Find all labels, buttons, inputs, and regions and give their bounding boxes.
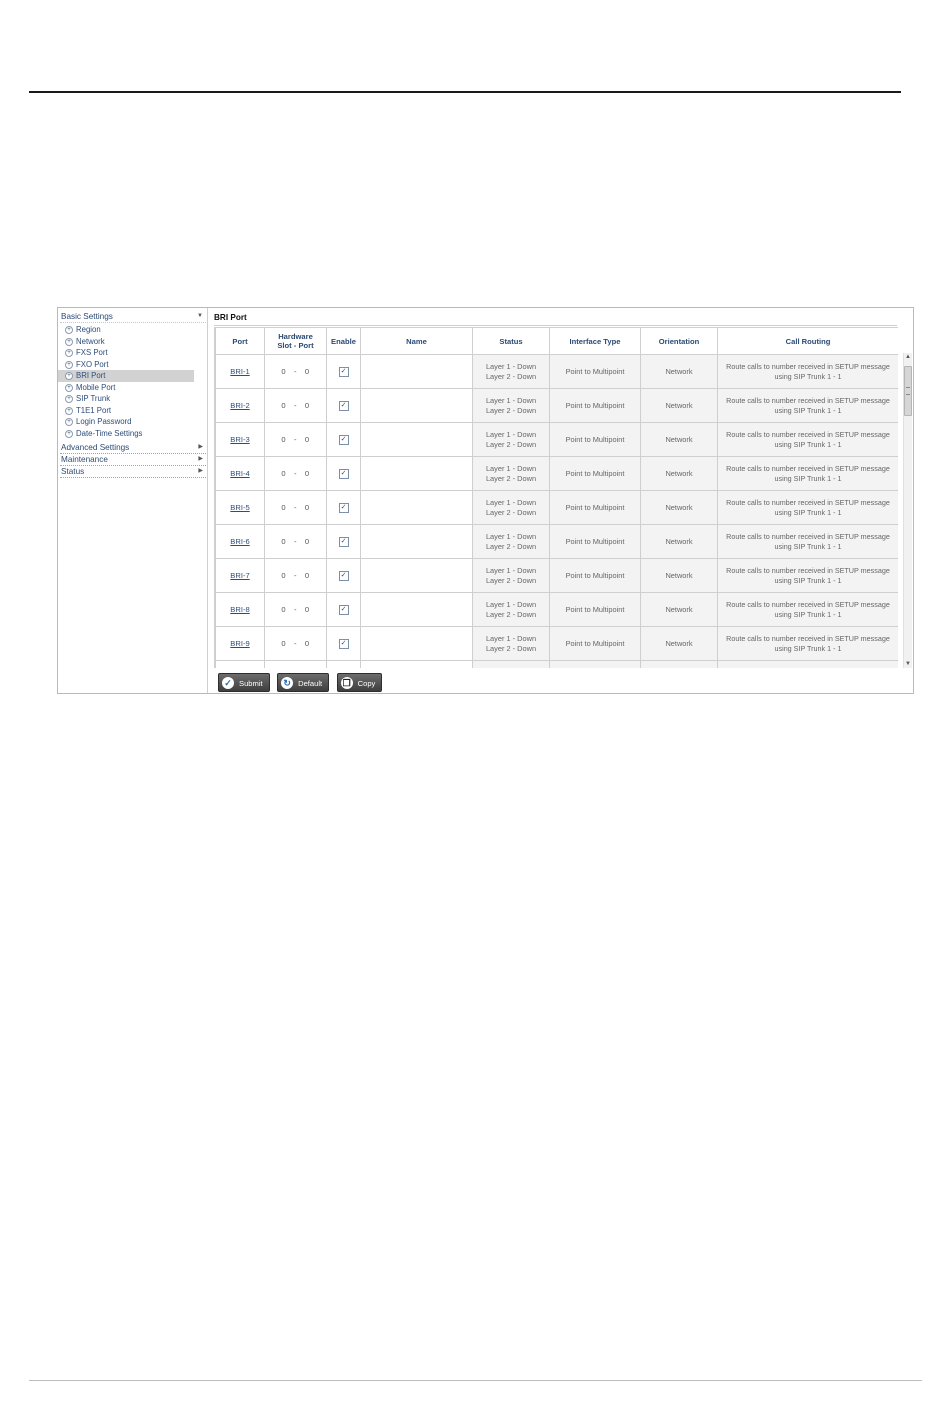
cell-hardware <box>265 525 327 559</box>
cell-name <box>361 593 473 627</box>
sidebar-item-bri-port[interactable] <box>58 370 194 382</box>
cell-interface-type <box>550 389 641 423</box>
sidebar-section-label: Basic Settings <box>61 312 113 321</box>
sidebar-item-fxo-port[interactable] <box>58 359 194 371</box>
status-layer2: Layer 2 - Down <box>485 439 537 449</box>
status-layer1: Layer 1 - Down <box>485 634 537 643</box>
slot-separator: - <box>293 502 298 512</box>
sidebar-item-date-time-settings[interactable] <box>58 428 194 440</box>
call-routing-line1: Route calls to number received in SETUP message <box>726 362 890 371</box>
call-routing-line2: using SIP Trunk 1 - 1 <box>774 371 842 381</box>
sidebar-item-label: BRI Port <box>76 371 106 380</box>
cell-status <box>473 593 550 627</box>
status-layer2: Layer 2 - Down <box>485 609 537 619</box>
cell-port <box>216 355 265 389</box>
sidebar-section-advanced-settings[interactable] <box>60 442 206 454</box>
cell-enable <box>327 355 361 389</box>
cell-orientation <box>641 491 718 525</box>
checkmark-icon: ✓ <box>222 677 234 689</box>
table-body <box>216 355 899 669</box>
grip-icon <box>906 387 910 395</box>
status-layer1: Layer 1 - Down <box>485 566 537 575</box>
slot-number: 0 <box>281 468 287 478</box>
cell-name <box>361 525 473 559</box>
status-layer2: Layer 2 - Down <box>485 405 537 415</box>
cell-hardware <box>265 593 327 627</box>
table-scrollbar[interactable] <box>903 353 912 668</box>
orientation-value: Network <box>665 604 693 614</box>
orientation-value: Network <box>665 400 693 410</box>
page-title: BRI Port <box>214 312 897 326</box>
cell-name <box>361 355 473 389</box>
status-layer1: Layer 1 - Down <box>485 498 537 507</box>
slot-separator: - <box>293 570 298 580</box>
expand-plus-icon[interactable]: + <box>65 326 73 334</box>
port-link[interactable]: BRI-5 <box>230 502 250 512</box>
sidebar-item-label: T1E1 Port <box>76 405 112 415</box>
cell-port <box>216 559 265 593</box>
sidebar-item-label: Region <box>76 325 101 334</box>
cell-port <box>216 389 265 423</box>
app-window <box>57 307 914 694</box>
sidebar-item-label: SIP Trunk <box>76 394 111 403</box>
expand-plus-icon[interactable]: + <box>65 361 73 369</box>
status-layer2: Layer 2 - Down <box>485 371 537 381</box>
expand-plus-icon[interactable]: + <box>65 349 73 357</box>
sidebar-item-label: FXO Port <box>76 359 109 369</box>
col-header-enable: Enable <box>327 328 361 355</box>
empty-cell <box>327 661 361 669</box>
cell-call-routing <box>718 457 899 491</box>
cell-hardware <box>265 457 327 491</box>
cell-enable <box>327 525 361 559</box>
chevron-down-icon: ▼ <box>197 313 203 319</box>
cell-name <box>361 457 473 491</box>
cell-status <box>473 389 550 423</box>
col-header-port: Port <box>216 328 265 355</box>
port-link[interactable]: BRI-8 <box>230 604 250 614</box>
call-routing-line1: Route calls to number received in SETUP message <box>726 498 890 507</box>
col-header-orientation: Orientation <box>641 328 718 355</box>
cell-port <box>216 593 265 627</box>
sidebar-section-status[interactable] <box>60 466 206 478</box>
copy-button-label: Copy <box>357 679 376 688</box>
cell-interface-type <box>550 491 641 525</box>
default-button-label: Default <box>298 679 323 688</box>
slot-separator: - <box>293 434 298 444</box>
empty-cell <box>550 661 641 669</box>
cell-status <box>473 525 550 559</box>
sidebar <box>58 308 208 693</box>
cell-interface-type <box>550 525 641 559</box>
empty-cell <box>473 661 550 669</box>
port-link[interactable]: BRI-3 <box>230 434 250 444</box>
cell-port <box>216 491 265 525</box>
status-layer1: Layer 1 - Down <box>485 396 537 405</box>
orientation-value: Network <box>665 570 693 580</box>
table-row <box>216 355 899 389</box>
cell-status <box>473 355 550 389</box>
slot-number: 0 <box>281 366 287 376</box>
cell-call-routing <box>718 559 899 593</box>
slot-number: 0 <box>281 400 287 410</box>
cell-hardware <box>265 389 327 423</box>
cell-orientation <box>641 525 718 559</box>
empty-cell <box>216 661 265 669</box>
interface-type-value: Point to Multipoint <box>565 366 625 376</box>
table-row <box>216 491 899 525</box>
port-link[interactable]: BRI-9 <box>230 638 250 648</box>
call-routing-line1: Route calls to number received in SETUP message <box>726 396 890 405</box>
orientation-value: Network <box>665 638 693 648</box>
expand-plus-icon[interactable]: + <box>65 384 73 392</box>
action-buttons <box>218 673 385 693</box>
scroll-up-arrow-icon[interactable]: ▲ <box>905 354 911 360</box>
call-routing-line2: using SIP Trunk 1 - 1 <box>774 609 842 619</box>
cell-call-routing <box>718 389 899 423</box>
orientation-value: Network <box>665 434 693 444</box>
hardware-slot-port <box>281 639 309 648</box>
call-routing-line2: using SIP Trunk 1 - 1 <box>774 575 842 585</box>
table-header-row <box>216 328 899 355</box>
port-link[interactable]: BRI-6 <box>230 536 250 546</box>
slot-separator: - <box>293 400 298 410</box>
interface-type-value: Point to Multipoint <box>565 502 625 512</box>
table-row <box>216 389 899 423</box>
status-layer2: Layer 2 - Down <box>485 507 537 517</box>
call-routing-line1: Route calls to number received in SETUP message <box>726 566 890 575</box>
cell-orientation <box>641 593 718 627</box>
cell-status <box>473 491 550 525</box>
call-routing-line2: using SIP Trunk 1 - 1 <box>774 541 842 551</box>
col-header-interface-type: Interface Type <box>550 328 641 355</box>
slot-separator: - <box>293 468 298 478</box>
port-number: 0 <box>304 502 310 512</box>
cell-name <box>361 491 473 525</box>
cell-enable <box>327 593 361 627</box>
sidebar-item-fxs-port[interactable] <box>58 347 194 359</box>
hardware-slot-port <box>281 537 309 546</box>
sidebar-item-t1e1-port[interactable] <box>58 405 194 417</box>
call-routing-line1: Route calls to number received in SETUP message <box>726 430 890 439</box>
cell-status <box>473 423 550 457</box>
col-header-call-routing: Call Routing <box>718 328 899 355</box>
sidebar-item-label: Date-Time Settings <box>76 428 143 438</box>
empty-cell <box>361 661 473 669</box>
port-link[interactable]: BRI-2 <box>230 400 250 410</box>
cell-interface-type <box>550 559 641 593</box>
slot-number: 0 <box>281 536 287 546</box>
cell-name <box>361 559 473 593</box>
slot-number: 0 <box>281 638 287 648</box>
hardware-slot-port <box>281 503 309 512</box>
cell-orientation <box>641 423 718 457</box>
page-bottom-rule <box>29 1380 922 1381</box>
call-routing-line1: Route calls to number received in SETUP message <box>726 600 890 609</box>
copy-icon: ❐ <box>342 678 351 688</box>
interface-type-value: Point to Multipoint <box>565 604 625 614</box>
cell-hardware <box>265 627 327 661</box>
enable-checkbox[interactable]: ✓ <box>339 571 349 581</box>
slot-number: 0 <box>281 502 287 512</box>
cell-port <box>216 525 265 559</box>
sidebar-item-label: Login Password <box>76 417 132 426</box>
table-row-partial <box>216 661 899 669</box>
cell-call-routing <box>718 423 899 457</box>
enable-checkbox[interactable]: ✓ <box>339 469 349 479</box>
sidebar-section-label: Status <box>61 467 85 476</box>
col-header-hardware-line2: Slot - Port <box>277 341 314 350</box>
col-header-name: Name <box>361 328 473 355</box>
hardware-slot-port <box>281 435 309 444</box>
cell-orientation <box>641 355 718 389</box>
cell-name <box>361 389 473 423</box>
cell-enable <box>327 423 361 457</box>
enable-checkbox[interactable]: ✓ <box>339 401 349 411</box>
port-number: 0 <box>304 638 310 648</box>
slot-separator: - <box>293 638 298 648</box>
port-link[interactable]: BRI-7 <box>230 570 250 580</box>
call-routing-line2: using SIP Trunk 1 - 1 <box>774 473 842 483</box>
submit-button-label: Submit <box>239 679 263 688</box>
expand-plus-icon[interactable]: + <box>65 372 73 380</box>
port-number: 0 <box>304 366 310 376</box>
call-routing-line1: Route calls to number received in SETUP message <box>726 532 890 541</box>
status-layer2: Layer 2 - Down <box>485 643 537 653</box>
cell-call-routing <box>718 525 899 559</box>
interface-type-value: Point to Multipoint <box>565 638 625 648</box>
call-routing-line1: Route calls to number received in SETUP message <box>726 634 890 643</box>
cell-status <box>473 559 550 593</box>
call-routing-line2: using SIP Trunk 1 - 1 <box>774 643 842 653</box>
sidebar-section-maintenance[interactable] <box>60 454 206 466</box>
cell-enable <box>327 457 361 491</box>
cell-interface-type <box>550 423 641 457</box>
port-number: 0 <box>304 468 310 478</box>
expand-plus-icon[interactable]: + <box>65 430 73 438</box>
cell-enable <box>327 491 361 525</box>
cell-port <box>216 423 265 457</box>
scrollbar-thumb[interactable] <box>904 366 912 416</box>
cell-enable <box>327 389 361 423</box>
cell-name <box>361 423 473 457</box>
expand-plus-icon[interactable]: + <box>65 418 73 426</box>
cell-hardware <box>265 355 327 389</box>
call-routing-line2: using SIP Trunk 1 - 1 <box>774 405 842 415</box>
scroll-down-arrow-icon[interactable]: ▼ <box>905 661 911 667</box>
interface-type-value: Point to Multipoint <box>565 536 625 546</box>
cell-name <box>361 627 473 661</box>
port-number: 0 <box>304 400 310 410</box>
submit-button[interactable] <box>218 673 270 692</box>
table-viewport <box>214 327 898 668</box>
sidebar-item-login-password[interactable] <box>58 416 194 428</box>
empty-cell <box>265 661 327 669</box>
status-layer2: Layer 2 - Down <box>485 575 537 585</box>
enable-checkbox[interactable]: ✓ <box>339 605 349 615</box>
slot-number: 0 <box>281 570 287 580</box>
sidebar-section-label: Maintenance <box>61 455 108 464</box>
cell-port <box>216 627 265 661</box>
cell-status <box>473 627 550 661</box>
sidebar-item-label: Network <box>76 336 105 346</box>
cell-call-routing <box>718 491 899 525</box>
status-layer2: Layer 2 - Down <box>485 473 537 483</box>
cell-interface-type <box>550 593 641 627</box>
status-layer1: Layer 1 - Down <box>485 600 537 609</box>
orientation-value: Network <box>665 468 693 478</box>
sidebar-item-label: Mobile Port <box>76 382 116 392</box>
slot-separator: - <box>293 366 298 376</box>
interface-type-value: Point to Multipoint <box>565 434 625 444</box>
cell-enable <box>327 627 361 661</box>
cell-orientation <box>641 627 718 661</box>
cell-orientation <box>641 457 718 491</box>
cell-hardware <box>265 559 327 593</box>
interface-type-value: Point to Multipoint <box>565 400 625 410</box>
enable-checkbox[interactable]: ✓ <box>339 435 349 445</box>
orientation-value: Network <box>665 536 693 546</box>
interface-type-value: Point to Multipoint <box>565 468 625 478</box>
slot-separator: - <box>293 536 298 546</box>
sidebar-section-label: Advanced Settings <box>61 443 130 452</box>
hardware-slot-port <box>281 571 309 580</box>
hardware-slot-port <box>281 401 309 410</box>
call-routing-line2: using SIP Trunk 1 - 1 <box>774 507 842 517</box>
table-row <box>216 559 899 593</box>
cell-status <box>473 457 550 491</box>
cell-orientation <box>641 389 718 423</box>
port-link[interactable]: BRI-1 <box>230 366 250 376</box>
cell-interface-type <box>550 627 641 661</box>
sidebar-item-region[interactable] <box>58 324 194 336</box>
orientation-value: Network <box>665 366 693 376</box>
table-row <box>216 593 899 627</box>
status-layer1: Layer 1 - Down <box>485 430 537 439</box>
empty-cell <box>641 661 718 669</box>
page-top-rule <box>29 91 901 93</box>
sidebar-section-basic-settings[interactable] <box>60 311 206 323</box>
copy-button[interactable] <box>337 673 383 692</box>
chevron-right-icon: ▶ <box>198 444 203 450</box>
col-header-hardware-line1: Hardware <box>278 332 313 341</box>
port-link[interactable]: BRI-4 <box>230 468 250 478</box>
enable-checkbox[interactable]: ✓ <box>339 537 349 547</box>
default-button[interactable] <box>277 673 329 692</box>
cell-enable <box>327 559 361 593</box>
col-header-status: Status <box>473 328 550 355</box>
enable-checkbox[interactable]: ✓ <box>339 639 349 649</box>
expand-plus-icon[interactable]: + <box>65 407 73 415</box>
hardware-slot-port <box>281 367 309 376</box>
expand-plus-icon[interactable]: + <box>65 338 73 346</box>
cell-hardware <box>265 491 327 525</box>
chevron-right-icon: ▶ <box>198 468 203 474</box>
refresh-icon: ↻ <box>281 677 293 689</box>
sidebar-item-mobile-port[interactable] <box>58 382 194 394</box>
cell-call-routing <box>718 355 899 389</box>
status-layer1: Layer 1 - Down <box>485 464 537 473</box>
enable-checkbox[interactable]: ✓ <box>339 503 349 513</box>
slot-number: 0 <box>281 604 287 614</box>
empty-cell <box>718 661 899 669</box>
table-row <box>216 525 899 559</box>
port-number: 0 <box>304 604 310 614</box>
hardware-slot-port <box>281 605 309 614</box>
slot-number: 0 <box>281 434 287 444</box>
bri-port-table <box>215 327 898 668</box>
status-layer2: Layer 2 - Down <box>485 541 537 551</box>
sidebar-nav-list <box>58 324 207 439</box>
status-layer1: Layer 1 - Down <box>485 362 537 371</box>
sidebar-item-label: FXS Port <box>76 348 108 357</box>
table-row <box>216 627 899 661</box>
port-number: 0 <box>304 536 310 546</box>
chevron-right-icon: ▶ <box>198 456 203 462</box>
cell-orientation <box>641 559 718 593</box>
slot-separator: - <box>293 604 298 614</box>
col-header-hardware <box>265 328 327 355</box>
table-row <box>216 423 899 457</box>
sidebar-item-network[interactable] <box>58 336 194 348</box>
main-panel <box>212 308 913 693</box>
call-routing-line2: using SIP Trunk 1 - 1 <box>774 439 842 449</box>
table-row <box>216 457 899 491</box>
port-number: 0 <box>304 434 310 444</box>
cell-call-routing <box>718 627 899 661</box>
sidebar-item-sip-trunk[interactable] <box>58 393 194 405</box>
cell-interface-type <box>550 355 641 389</box>
port-number: 0 <box>304 570 310 580</box>
status-layer1: Layer 1 - Down <box>485 532 537 541</box>
cell-interface-type <box>550 457 641 491</box>
enable-checkbox[interactable]: ✓ <box>339 367 349 377</box>
cell-hardware <box>265 423 327 457</box>
hardware-slot-port <box>281 469 309 478</box>
cell-port <box>216 457 265 491</box>
orientation-value: Network <box>665 502 693 512</box>
expand-plus-icon[interactable]: + <box>65 395 73 403</box>
interface-type-value: Point to Multipoint <box>565 570 625 580</box>
call-routing-line1: Route calls to number received in SETUP message <box>726 464 890 473</box>
cell-call-routing <box>718 593 899 627</box>
